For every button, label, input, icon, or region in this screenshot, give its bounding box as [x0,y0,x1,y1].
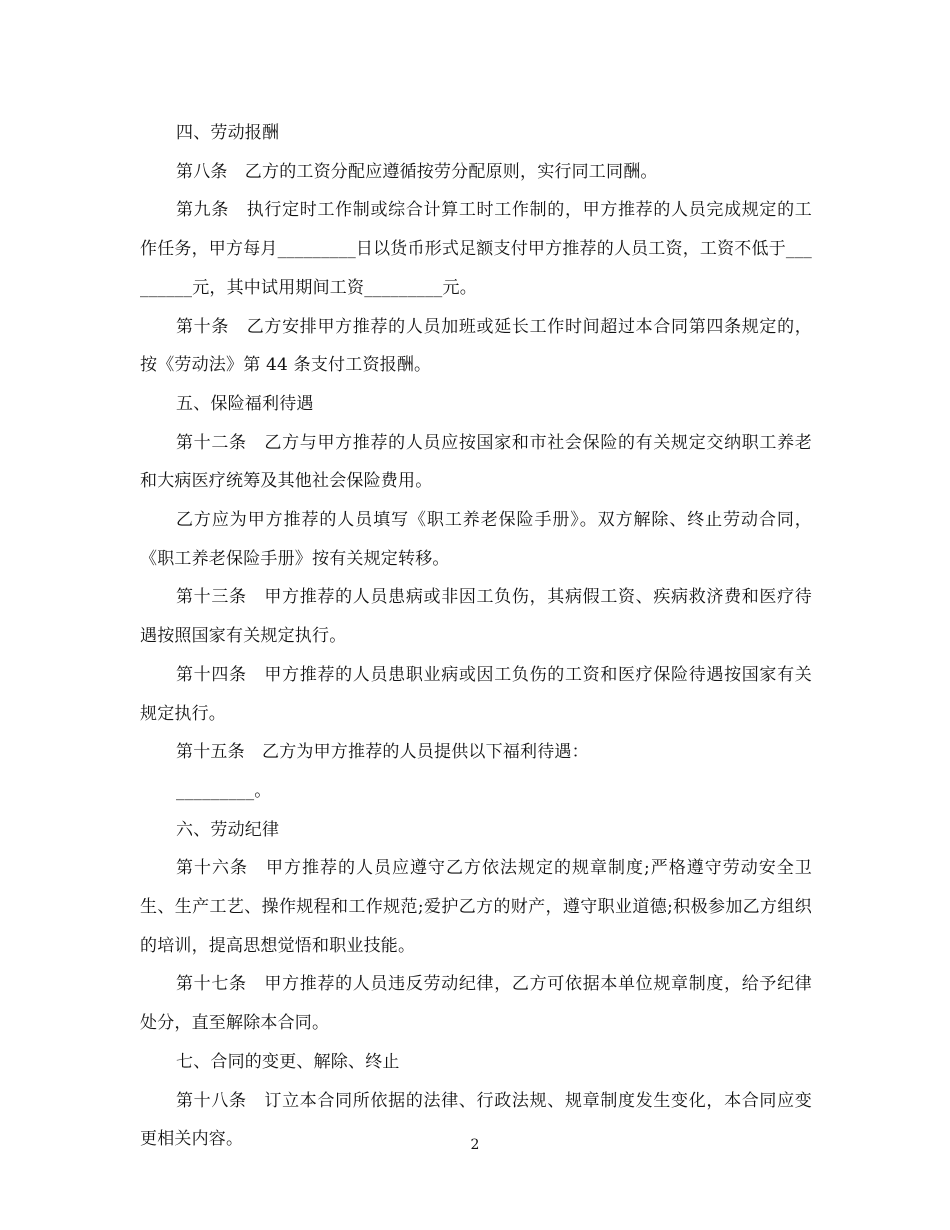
article-14: 第十四条 甲方推荐的人员患职业病或因工负伤的工资和医疗保险待遇按国家有关规定执行。 [140,664,812,724]
section-heading-insurance: 五、保险福利待遇 [176,393,314,414]
article-18: 第十八条 订立本合同所依据的法律、行政法规、规章制度发生变化，本合同应变更相关内容。 [140,1090,812,1150]
article-12-paragraph-2: 乙方应为甲方推荐的人员填写《职工养老保险手册》。双方解除、终止劳动合同，《职工养老保险手册》按有关规定转移。 [140,510,812,569]
article-15-blank: _________。 [176,780,272,801]
article-10: 第十条 乙方安排甲方推荐的人员加班或延长工作时间超过本合同第四条规定的，按《劳动法》第 44 条支付工资报酬。 [140,316,812,376]
section-heading-contract-change: 七、合同的变更、解除、终止 [176,1051,400,1072]
article-8: 第八条 乙方的工资分配应遵循按劳分配原则，实行同工同酬。 [176,161,658,182]
article-16: 第十六条 甲方推荐的人员应遵守乙方依法规定的规章制度;严格遵守劳动安全卫生、生产工艺、操作规程和工作规范;爱护乙方的财产，遵守职业道德;积极参加乙方组织的培训，提高思想觉悟和职业技能。 [140,858,812,956]
article-17: 第十七条 甲方推荐的人员违反劳动纪律，乙方可依据本单位规章制度，给予纪律处分，直至解除本合同。 [140,974,812,1034]
section-heading-remuneration: 四、劳动报酬 [176,123,280,143]
article-12: 第十二条 乙方与甲方推荐的人员应按国家和市社会保险的有关规定交纳职工养老和大病医疗统筹及其他社会保险费用。 [140,432,812,492]
article-15: 第十五条 乙方为甲方推荐的人员提供以下福利待遇： [176,742,589,763]
page-number: 2 [470,1137,480,1153]
article-13: 第十三条 甲方推荐的人员患病或非因工负伤，其病假工资、疾病救济费和医疗待遇按照国家有关规定执行。 [140,587,812,647]
article-9: 第九条 执行定时工作制或综合计算工时工作制的，甲方推荐的人员完成规定的工作任务，甲方每月_________日以货币形式足额支付甲方推荐的人员工资，工资不低于_________元，其中试用期间工资_________元。 [140,200,812,298]
section-heading-discipline: 六、劳动纪律 [176,819,280,840]
document-body [140,114,812,1159]
